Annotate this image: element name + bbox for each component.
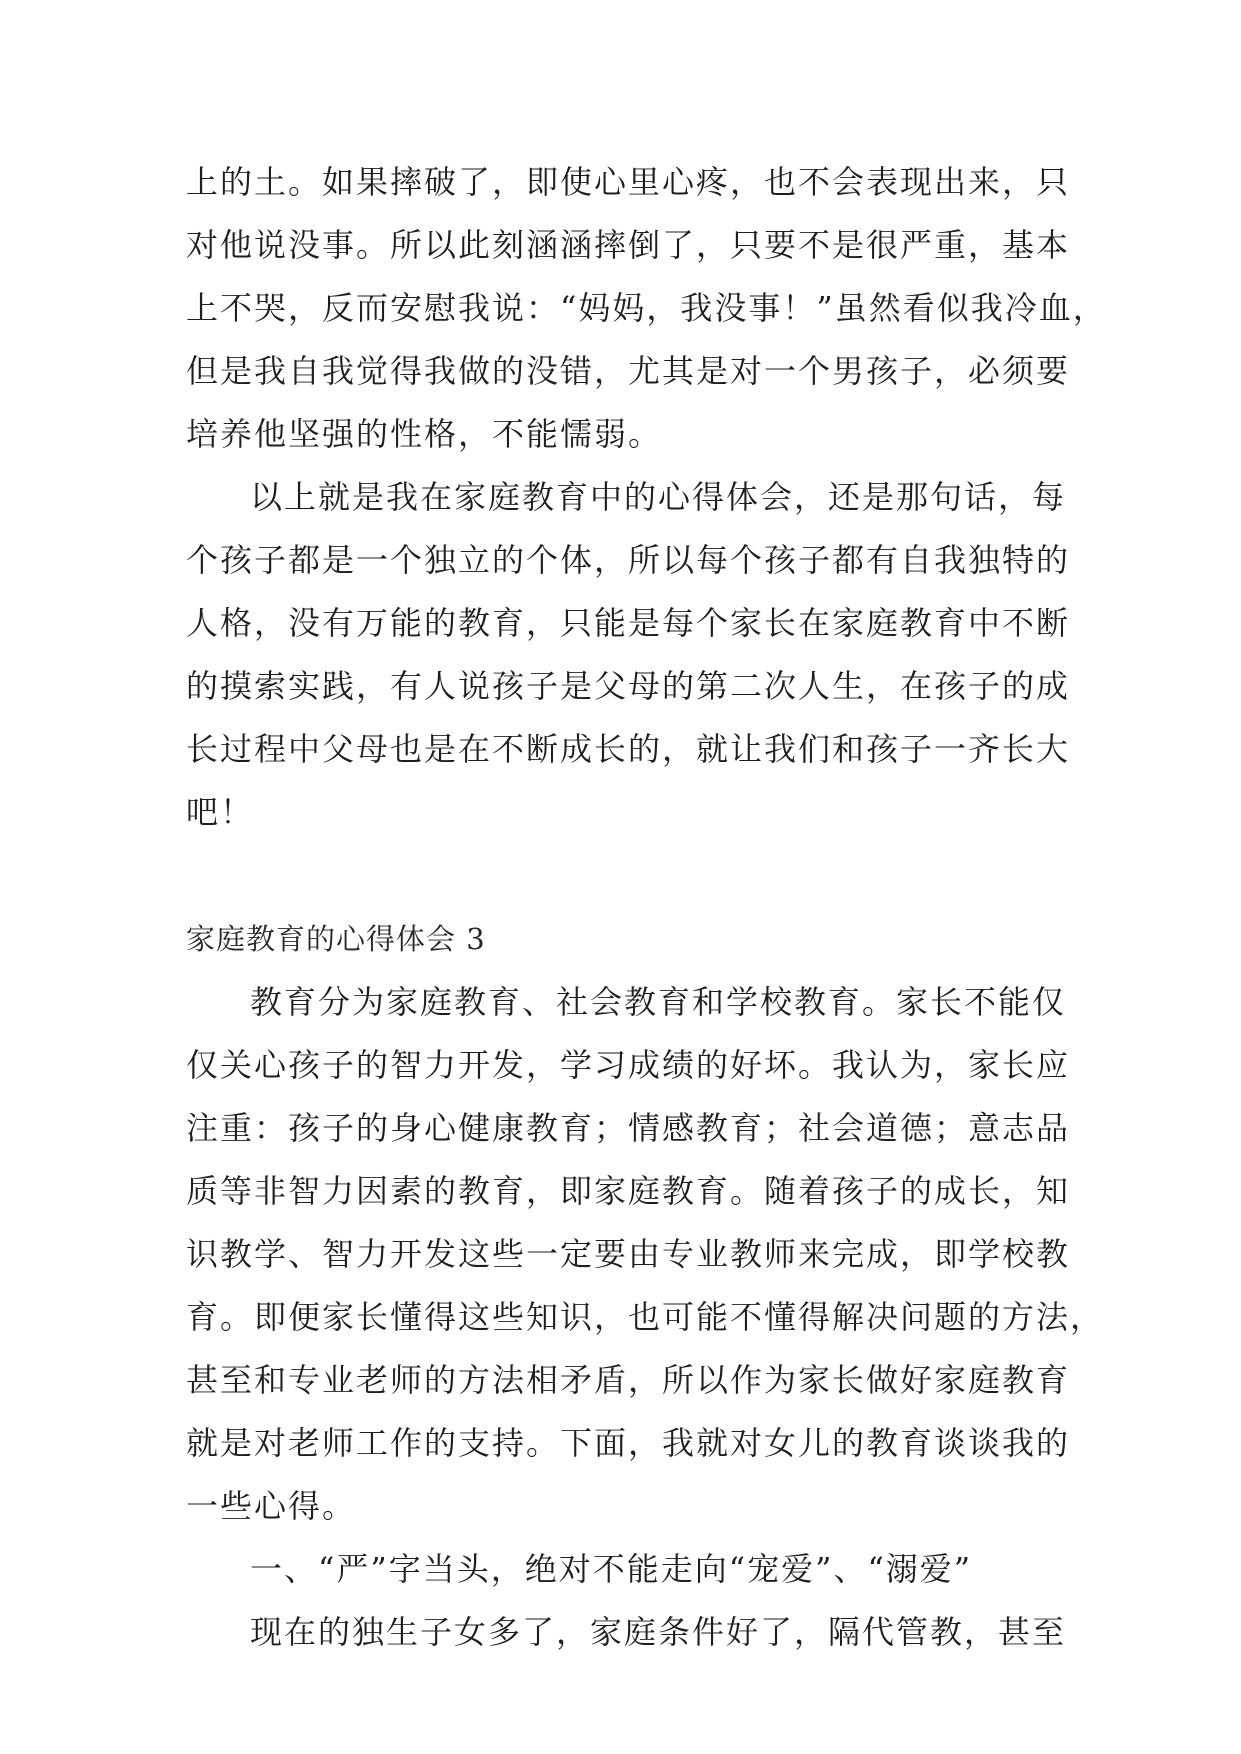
paragraph-line: 上的土。如果摔破了，即使心里心疼，也不会表现出来，只 — [186, 163, 1071, 201]
paragraph-line: 吧！ — [186, 793, 255, 831]
subsection-heading: 一、“严”字当头，绝对不能走向“宠爱”、“溺爱” — [250, 1550, 973, 1588]
paragraph-line: 教育分为家庭教育、社会教育和学校教育。家长不能仅 — [250, 983, 1067, 1021]
paragraph-line: 一些心得。 — [186, 1487, 357, 1525]
paragraph-line: 长过程中父母也是在不断成长的，就让我们和孩子一齐长大 — [186, 730, 1071, 768]
paragraph-line: 识教学、智力开发这些一定要由专业教师来完成，即学校教 — [186, 1235, 1071, 1273]
paragraph-line: 对他说没事。所以此刻涵涵摔倒了，只要不是很严重，基本 — [186, 226, 1071, 264]
section-heading: 家庭教育的心得体会 3 — [186, 922, 486, 956]
paragraph-line: 育。即便家长懂得这些知识，也可能不懂得解决问题的方法， — [186, 1298, 1105, 1336]
paragraph-line: 质等非智力因素的教育，即家庭教育。随着孩子的成长，知 — [186, 1172, 1071, 1210]
paragraph-line: 上不哭，反而安慰我说：“妈妈，我没事！”虽然看似我冷血， — [186, 289, 1107, 327]
paragraph-line: 人格，没有万能的教育，只能是每个家长在家庭教育中不断 — [186, 604, 1071, 642]
paragraph-line: 现在的独生子女多了，家庭条件好了，隔代管教，甚至 — [250, 1613, 1067, 1651]
paragraph-line: 以上就是我在家庭教育中的心得体会，还是那句话，每 — [250, 478, 1067, 516]
paragraph-line: 的摸索实践，有人说孩子是父母的第二次人生，在孩子的成 — [186, 667, 1071, 705]
paragraph-line: 个孩子都是一个独立的个体，所以每个孩子都有自我独特的 — [186, 541, 1071, 579]
paragraph-line: 仅关心孩子的智力开发，学习成绩的好坏。我认为，家长应 — [186, 1046, 1071, 1084]
paragraph-line: 培养他坚强的性格，不能懦弱。 — [186, 415, 663, 453]
paragraph-line: 甚至和专业老师的方法相矛盾，所以作为家长做好家庭教育 — [186, 1361, 1071, 1399]
paragraph-line: 就是对老师工作的支持。下面，我就对女儿的教育谈谈我的 — [186, 1424, 1071, 1462]
paragraph-line: 注重：孩子的身心健康教育；情感教育；社会道德；意志品 — [186, 1109, 1071, 1147]
paragraph-line: 但是我自我觉得我做的没错，尤其是对一个男孩子，必须要 — [186, 352, 1071, 390]
